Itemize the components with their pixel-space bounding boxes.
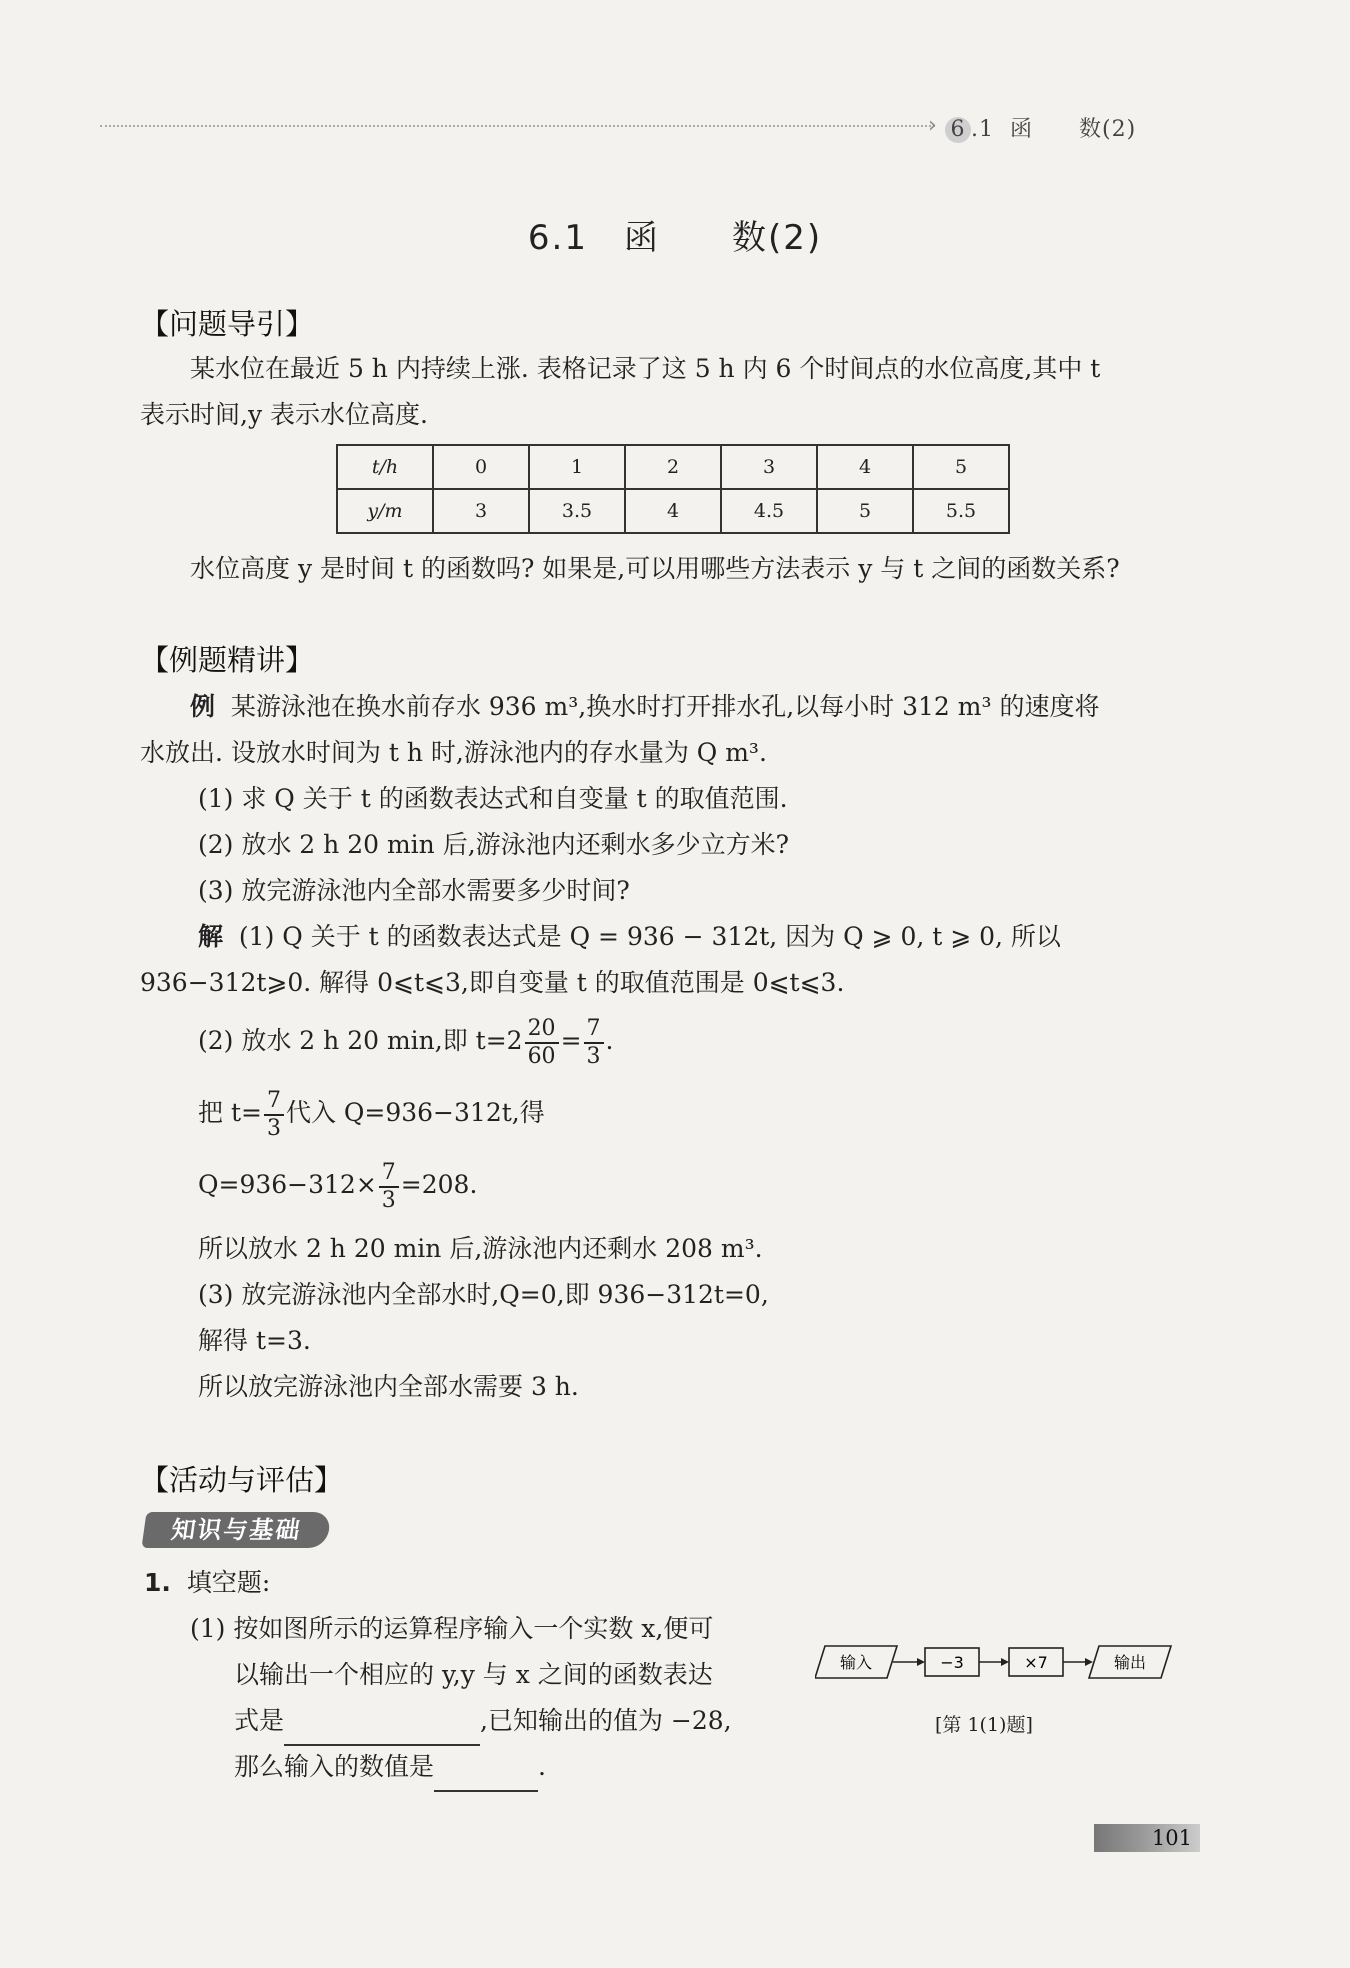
solution-step8: 所以放完游泳池内全部水需要 3 h. xyxy=(198,1372,579,1401)
table-cell: 4 xyxy=(817,445,913,489)
table-cell: t/h xyxy=(337,445,433,489)
page-number: 101 xyxy=(1151,1826,1192,1850)
table-row-time xyxy=(337,445,1009,489)
table-cell: 3 xyxy=(721,445,817,489)
example-question-2: (2) 放水 2 h 20 min 后,游泳池内还剩水多少立方米? xyxy=(198,830,790,859)
example-question-1: (1) 求 Q 关于 t 的函数表达式和自变量 t 的取值范围. xyxy=(198,784,788,813)
solution-line2: 936−312t⩾0. 解得 0⩽t⩽3,即自变量 t 的取值范围是 0⩽t⩽3. xyxy=(140,968,845,997)
section-heading-activity: 【活动与评估】 xyxy=(140,1463,344,1497)
example-line1: 例 某游泳池在换水前存水 936 m³,换水时打开排水孔,以每小时 312 m³ 的速度将 xyxy=(190,692,1100,721)
header-rule xyxy=(100,125,935,127)
solution-label: 解 xyxy=(198,922,224,951)
fraction-7-3: $\frac{7}{3}$ xyxy=(264,1088,284,1142)
solution-line1: 解 (1) Q 关于 t 的函数表达式是 Q = 936 − 312t, 因为 Q ⩾ 0, t ⩾ 0, 所以 xyxy=(198,922,1061,951)
table-cell: 0 xyxy=(433,445,529,489)
solution-step5: 所以放水 2 h 20 min 后,游泳池内还剩水 208 m³. xyxy=(198,1234,763,1263)
answer-blank-input[interactable] xyxy=(434,1744,538,1792)
question-1-1-line1: (1) 按如图所示的运算程序输入一个实数 x,便可 xyxy=(190,1614,714,1643)
running-header: 6 .1 函 数(2) xyxy=(945,112,1136,143)
page-number-tab xyxy=(1094,1824,1200,1852)
knowledge-basics-badge: 知识与基础 xyxy=(141,1512,331,1548)
page-title: 6.1 函 数(2) xyxy=(527,218,823,258)
arrow-head-icon xyxy=(1001,1658,1009,1666)
header-title: 函 数(2) xyxy=(1010,117,1137,142)
guide-question: 水位高度 y 是时间 t 的函数吗? 如果是,可以用哪些方法表示 y 与 t 之间的函数关系? xyxy=(190,554,1120,583)
answer-blank-expression[interactable] xyxy=(284,1698,480,1746)
question-1-1-line3: 式是 ,已知输出的值为 −28, xyxy=(234,1698,732,1746)
example-label: 例 xyxy=(190,692,216,721)
section-number-badge: 6 xyxy=(945,117,971,143)
flow-op1-label: −3 xyxy=(940,1653,964,1672)
table-cell: 3.5 xyxy=(529,489,625,533)
arrow-head-icon xyxy=(917,1658,925,1666)
fraction-7-3: $\frac{7}{3}$ xyxy=(379,1160,399,1214)
table-cell: 4 xyxy=(625,489,721,533)
operation-flow-diagram xyxy=(815,1642,1175,1682)
table-cell: 3 xyxy=(433,489,529,533)
guide-paragraph-line2: 表示时间,y 表示水位高度. xyxy=(140,400,428,429)
section-heading-example: 【例题精讲】 xyxy=(140,643,315,677)
flow-input-label: 输入 xyxy=(839,1653,873,1672)
question-1-1-line2: 以输出一个相应的 y,y 与 x 之间的函数表达 xyxy=(234,1660,713,1689)
table-cell: 5 xyxy=(913,445,1009,489)
fraction-20-60: $\frac{20}{60}$ xyxy=(525,1016,559,1070)
arrow-head-icon xyxy=(1085,1658,1093,1666)
solution-step6: (3) 放完游泳池内全部水时,Q=0,即 936−312t=0, xyxy=(198,1280,769,1309)
solution-step3: 把 t= $\frac{7}{3}$ 代入 Q=936−312t,得 xyxy=(198,1087,545,1141)
header-arrow-icon: › xyxy=(928,113,937,138)
table-cell: 2 xyxy=(625,445,721,489)
table-cell: 4.5 xyxy=(721,489,817,533)
flow-op2-label: ×7 xyxy=(1024,1653,1048,1672)
flow-output-label: 输出 xyxy=(1113,1653,1147,1672)
fraction-7-3: $\frac{7}{3}$ xyxy=(584,1016,604,1070)
solution-step2: (2) 放水 2 h 20 min,即 t=2 $\frac{20}{60}$ = $\frac{7}{3}$ . xyxy=(198,1015,614,1069)
figure-caption: [第 1(1)题] xyxy=(935,1714,1033,1736)
solution-step4: Q=936−312× $\frac{7}{3}$ =208. xyxy=(198,1159,478,1213)
question-1-title: 1. 填空题: xyxy=(144,1568,271,1597)
solution-step7: 解得 t=3. xyxy=(198,1326,311,1355)
table-row-level xyxy=(337,489,1009,533)
question-1-1-line4: 那么输入的数值是 . xyxy=(234,1744,546,1792)
table-cell: 1 xyxy=(529,445,625,489)
table-cell: 5.5 xyxy=(913,489,1009,533)
section-heading-guide: 【问题导引】 xyxy=(140,307,315,341)
guide-paragraph-line1: 某水位在最近 5 h 内持续上涨. 表格记录了这 5 h 内 6 个时间点的水位高度,其中 t xyxy=(190,354,1101,383)
example-question-3: (3) 放完游泳池内全部水需要多少时间? xyxy=(198,876,630,905)
table-cell: y/m xyxy=(337,489,433,533)
example-line2: 水放出. 设放水时间为 t h 时,游泳池内的存水量为 Q m³. xyxy=(140,738,767,767)
table-cell: 5 xyxy=(817,489,913,533)
water-level-table xyxy=(336,444,1010,534)
